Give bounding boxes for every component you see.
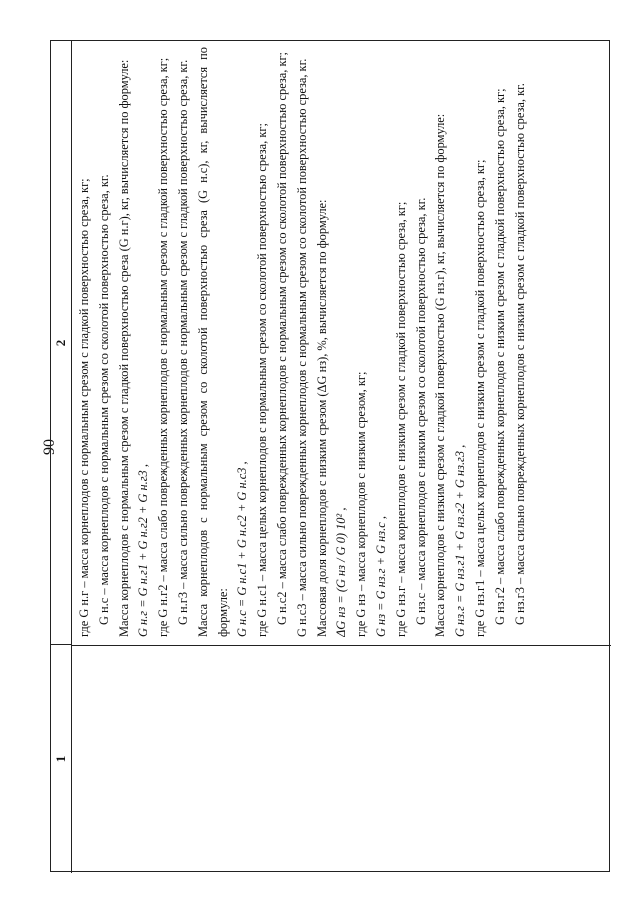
text-line: Масса корнеплодов с нормальным срезом со сколотой поверхностью среза (G н.с), кг, вычисляется по: [195, 47, 210, 637]
formula-line: G нз = G нз.г + G нз.с ,: [373, 516, 388, 637]
text-line: G н.г3 – масса сильно поврежденных корнеплодов с нормальным срезом с гладкой поверхностью среза, кг.: [175, 59, 190, 625]
text-line: Масса корнеплодов с низким срезом с гладкой поверхностью (G нз.г), кг, вычисляется по формуле:: [433, 113, 448, 637]
text-line: формуле:: [215, 588, 230, 637]
text-line: Масса корнеплодов с нормальным срезом с гладкой поверхностью среза (G н.г), кг, вычисляется по формуле:: [116, 59, 131, 637]
text-line: G н.с3 – масса сильно поврежденных корнеплодов с нормальным срезом со сколотой поверхностью среза, кг.: [294, 58, 309, 637]
formula-line: G н.с = G н.с1 + G н.с2 + G н.с3 ,: [235, 461, 250, 637]
column-header-1: 1: [51, 644, 72, 873]
formula-line: ΔG нз = (G нз / G 0) 10² ,: [334, 507, 349, 637]
column-1-cell: [71, 645, 611, 873]
text-line: G нз.г2 – масса слабо поврежденных корнеплодов с низким срезом с гладкой поверхностью среза, кг;: [492, 88, 507, 625]
table-rotated-content: [51, 41, 611, 873]
text-line: где G н.с1 – масса целых корнеплодов с нормальным срезом со сколотой поверхностью среза, кг;: [255, 123, 270, 637]
column-2-cell: [75, 47, 609, 637]
text-line: где G нз.г1 – масса целых корнеплодов с низким срезом с гладкой поверхностью среза, кг;: [472, 159, 487, 637]
text-line: где G нз – масса корнеплодов с низким срезом, кг;: [354, 371, 369, 637]
text-line: где G нз.г – масса корнеплодов с низким срезом с гладкой поверхностью среза, кг;: [393, 201, 408, 637]
text-line: где G н.г2 – масса слабо поврежденных корнеплодов с нормальным срезом с гладкой поверхностью среза, кг;: [156, 57, 171, 637]
text-line: G нз.г3 – масса сильно поврежденных корнеплодов с низким срезом с гладкой поверхностью среза, кг.: [512, 83, 527, 625]
formula-line: G нз.г = G нз.г1 + G нз.г2 + G нз.г3 ,: [453, 444, 468, 637]
text-line: G н.с – масса корнеплодов с нормальным срезом со сколотой поверхностью среза, кг.: [96, 174, 111, 625]
text-line: где G н.г – масса корнеплодов с нормальным срезом с гладкой поверхностью среза, кг;: [77, 178, 91, 637]
text-line: G н.с2 – масса слабо поврежденных корнеплодов с нормальным срезом со сколотой поверхностью среза, кг;: [274, 52, 289, 625]
page-number: 90: [41, 439, 58, 455]
table: [50, 40, 610, 872]
column-header-2: 2: [51, 41, 72, 645]
text-line: G нз.с – масса корнеплодов с низким срезом со сколотой поверхностью среза, кг.: [413, 197, 428, 625]
text-line: Массовая доля корнеплодов с низким срезом (ΔG нз), %, вычисляется по формуле:: [314, 199, 329, 637]
formula-line: G н.г = G н.г1 + G н.г2 + G н.г3 ,: [136, 464, 151, 637]
